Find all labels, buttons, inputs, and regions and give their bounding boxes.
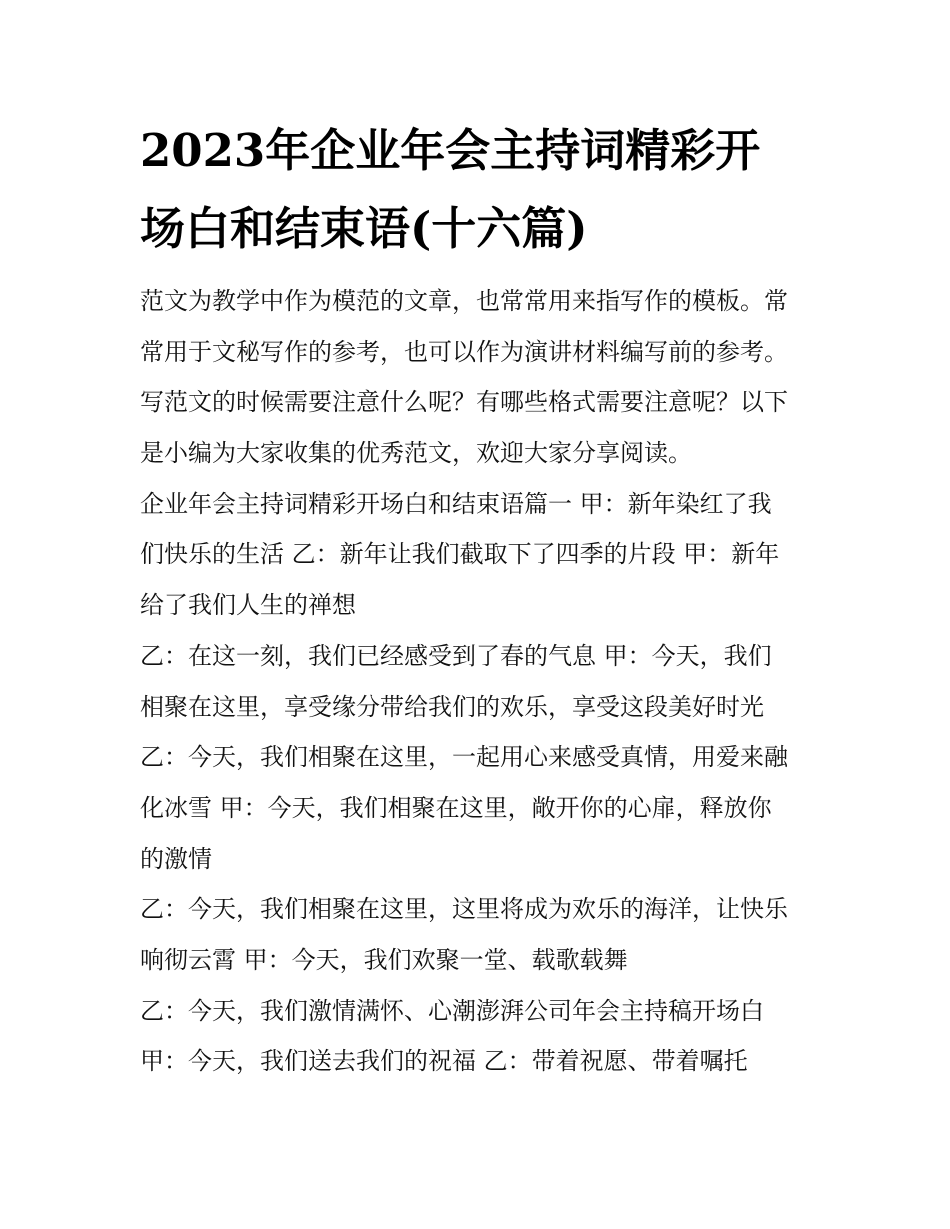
body-line: 乙：今天，我们相聚在这里，一起用心来感受真情，用爱来融 (140, 743, 788, 772)
body-line: 是小编为大家收集的优秀范文，欢迎大家分享阅读。 (140, 439, 692, 468)
body-line: 乙：今天，我们激情满怀、心潮澎湃公司年会主持稿开场白 (140, 996, 764, 1025)
body-line: 写范文的时候需要注意什么呢？有哪些格式需要注意呢？以下 (140, 388, 788, 417)
body-line: 给了我们人生的禅想 (140, 591, 356, 620)
body-line: 相聚在这里，享受缘分带给我们的欢乐，享受这段美好时光 (140, 692, 764, 721)
body-line: 化冰雪 甲：今天，我们相聚在这里，敞开你的心扉，释放你 (140, 793, 772, 822)
document-body (140, 276, 830, 1087)
title-line: 场白和结束语(十六篇) (140, 202, 588, 255)
body-line: 们快乐的生活 乙：新年让我们截取下了四季的片段 甲：新年 (140, 540, 780, 569)
body-line: 企业年会主持词精彩开场白和结束语篇一 甲：新年染红了我 (140, 489, 772, 518)
body-line: 的激情 (140, 844, 212, 873)
body-line: 甲：今天，我们送去我们的祝福 乙：带着祝愿、带着嘱托 (140, 1047, 748, 1076)
body-line: 乙：今天，我们相聚在这里，这里将成为欢乐的海洋，让快乐 (140, 895, 788, 924)
body-line: 乙：在这一刻，我们已经感受到了春的气息 甲：今天，我们 (140, 641, 772, 670)
body-line: 响彻云霄 甲：今天，我们欢聚一堂、载歌载舞 (140, 945, 628, 974)
body-line: 范文为教学中作为模范的文章，也常常用来指写作的模板。常 (140, 287, 788, 315)
document-title (140, 112, 830, 268)
title-line: 2023年企业年会主持词精彩开 (140, 124, 761, 177)
body-line: 常用于文秘写作的参考，也可以作为演讲材料编写前的参考。 (140, 337, 788, 366)
